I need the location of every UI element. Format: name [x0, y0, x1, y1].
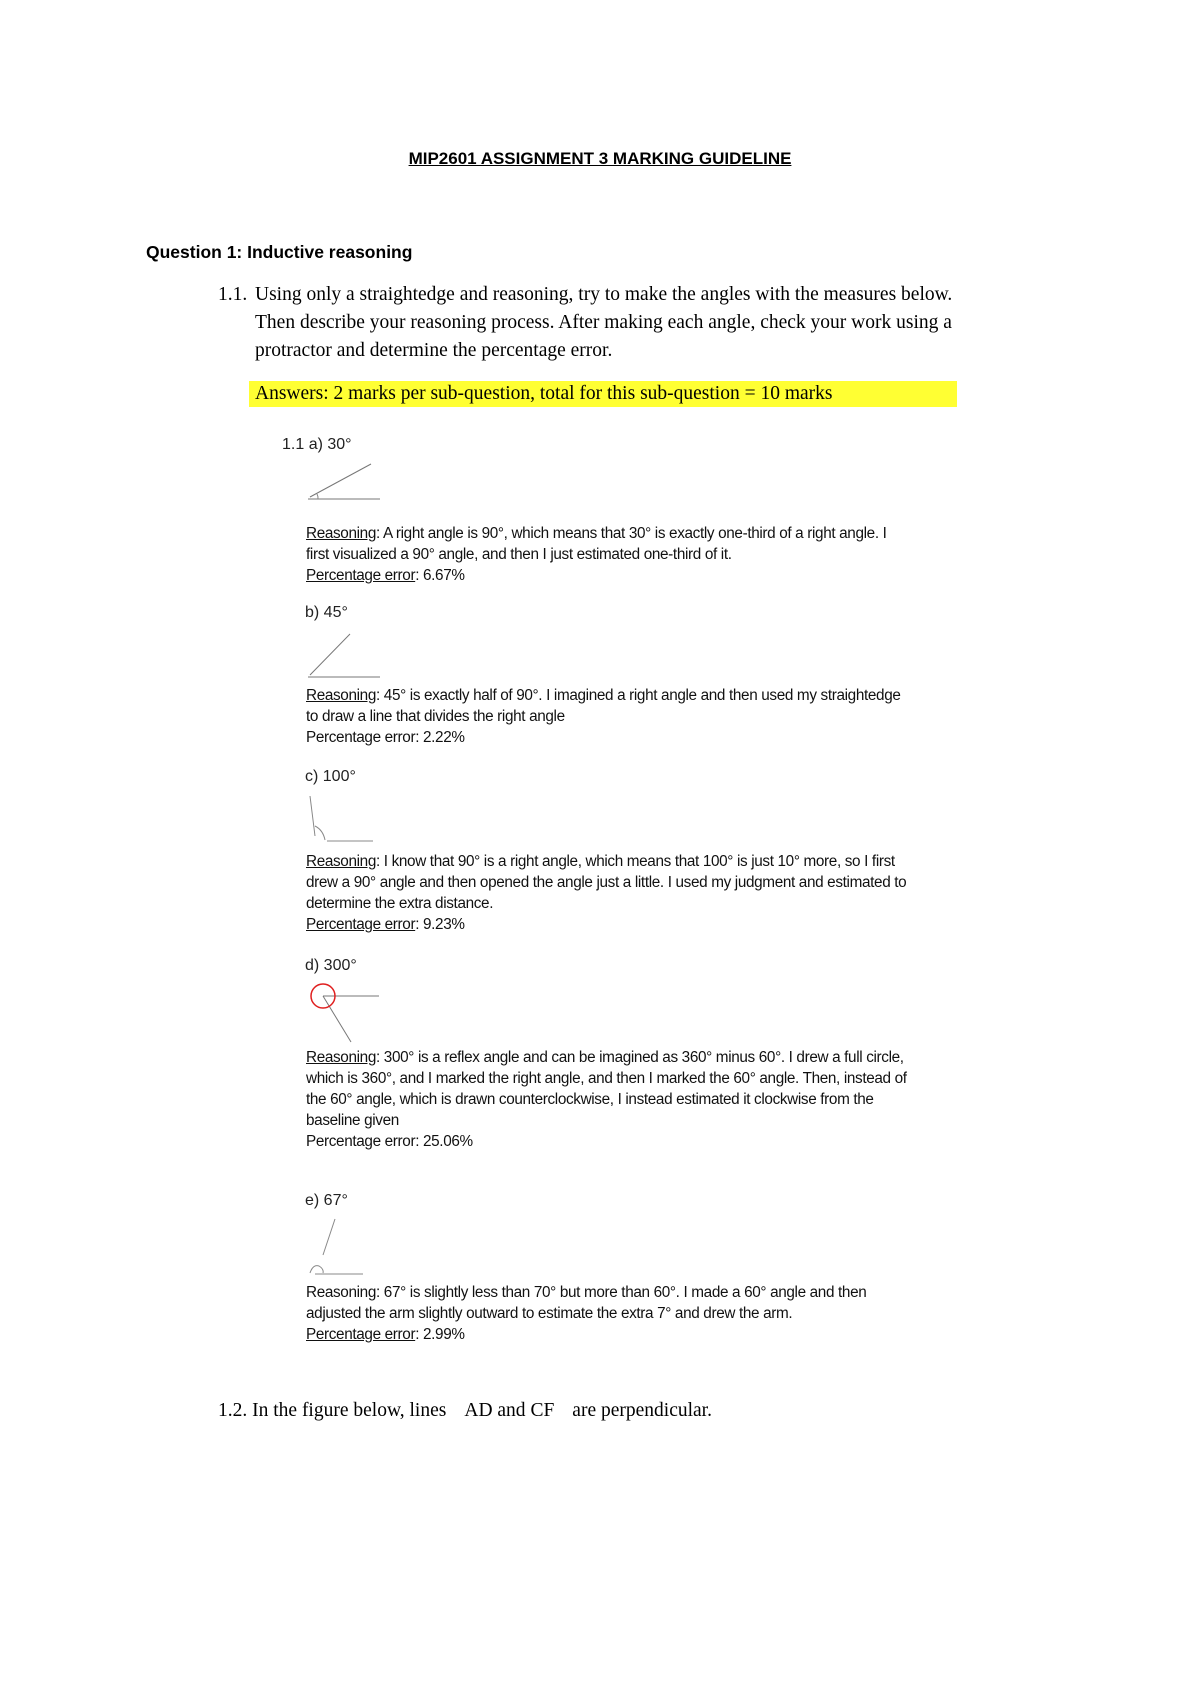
question-1-1-line: Then describe your reasoning process. After making each angle, check your work using a	[255, 312, 952, 333]
angle-30-figure	[305, 460, 385, 502]
error-value: : 2.99%	[415, 1326, 465, 1343]
percentage-error	[306, 1326, 465, 1344]
reasoning-text: : I know that 90° is a right angle, which means that 100° is just 10° more, so I first	[376, 853, 895, 870]
item-label: d) 300°	[305, 957, 357, 974]
item-label: 1.1 a) 30°	[282, 436, 352, 453]
reasoning-line: which is 360°, and I marked the right angle, and then I marked the 60° angle. Then, instead of	[306, 1070, 907, 1087]
reasoning-line: the 60° angle, which is drawn counterclockwise, I instead estimated it clockwise from the	[306, 1091, 874, 1108]
angle-arm	[323, 1219, 335, 1255]
item-label: e) 67°	[305, 1192, 348, 1209]
reasoning-label: Reasoning	[306, 1284, 376, 1301]
question-1-1-line: Using only a straightedge and reasoning, try to make the angles with the measures below.	[255, 284, 953, 305]
page-title: MIP2601 ASSIGNMENT 3 MARKING GUIDELINE	[408, 149, 792, 168]
error-value: : 9.23%	[415, 916, 465, 933]
reasoning-line: drew a 90° angle and then opened the angle just a little. I used my judgment and estimated to	[306, 874, 907, 891]
error-label: Percentage error	[306, 916, 416, 933]
angle-300-figure	[303, 982, 383, 1046]
reasoning-label: Reasoning	[306, 687, 376, 704]
reasoning-label: Reasoning	[306, 1049, 376, 1066]
line-ad: AD	[464, 1400, 493, 1421]
percentage-error	[306, 729, 465, 747]
reasoning-line: adjusted the arm slightly outward to estimate the extra 7° and drew the arm.	[306, 1305, 793, 1322]
item-label: c) 100°	[305, 768, 356, 785]
reasoning-line	[306, 1049, 904, 1067]
reasoning-label: Reasoning	[306, 853, 376, 870]
item-label: b) 45°	[305, 604, 348, 621]
percentage-error	[306, 916, 465, 934]
reasoning-text: : A right angle is 90°, which means that 30° is exactly one-third of a right angle. I	[376, 525, 887, 542]
reasoning-line	[306, 525, 887, 543]
reasoning-text: : 67° is slightly less than 70° but more than 60°. I made a 60° angle and then	[376, 1284, 867, 1301]
angle-67-figure	[305, 1215, 385, 1277]
reasoning-line	[306, 687, 901, 705]
angle-arc	[317, 494, 318, 499]
angle-arm	[310, 464, 371, 497]
angle-100-figure	[305, 792, 385, 844]
question-1-2-conj: and	[497, 1400, 526, 1421]
error-label: Percentage error	[306, 1133, 416, 1150]
question-heading: Question 1: Inductive reasoning	[146, 242, 413, 262]
error-label: Percentage error	[306, 729, 416, 746]
question-1-1-line: protractor and determine the percentage error.	[255, 340, 613, 361]
percentage-error	[306, 1133, 473, 1151]
error-label: Percentage error	[306, 567, 416, 584]
question-1-2-number: 1.2.	[218, 1400, 248, 1421]
reasoning-line: determine the extra distance.	[306, 895, 494, 912]
angle-45-figure	[305, 630, 385, 680]
question-1-2-text: In the figure below, lines	[252, 1400, 447, 1421]
answers-note: Answers: 2 marks per sub-question, total for this sub-question = 10 marks	[255, 383, 833, 404]
line-cf: CF	[530, 1400, 555, 1421]
error-label: Percentage error	[306, 1326, 416, 1343]
reasoning-text: : 45° is exactly half of 90°. I imagined a right angle and then used my straightedge	[376, 687, 901, 704]
error-value: : 6.67%	[415, 567, 465, 584]
angle-arc	[315, 826, 325, 840]
angle-arm	[310, 634, 350, 675]
reasoning-line	[306, 1284, 866, 1302]
angle-arm	[310, 796, 315, 836]
reasoning-text: : 300° is a reflex angle and can be imagined as 360° minus 60°. I drew a full circle,	[376, 1049, 904, 1066]
error-value: : 25.06%	[415, 1133, 473, 1150]
percentage-error	[306, 567, 465, 585]
angle-arc	[310, 1266, 323, 1273]
question-1-2	[218, 1400, 712, 1422]
question-1-2-text-end: are perpendicular.	[572, 1400, 712, 1421]
reasoning-line: first visualized a 90° angle, and then I just estimated one-third of it.	[306, 546, 732, 563]
angle-arm	[323, 996, 351, 1042]
reasoning-line: to draw a line that divides the right angle	[306, 708, 565, 725]
reasoning-line	[306, 853, 895, 871]
question-1-1-number: 1.1.	[218, 284, 248, 305]
reasoning-label: Reasoning	[306, 525, 376, 542]
reasoning-line: baseline given	[306, 1112, 399, 1129]
error-value: : 2.22%	[415, 729, 465, 746]
